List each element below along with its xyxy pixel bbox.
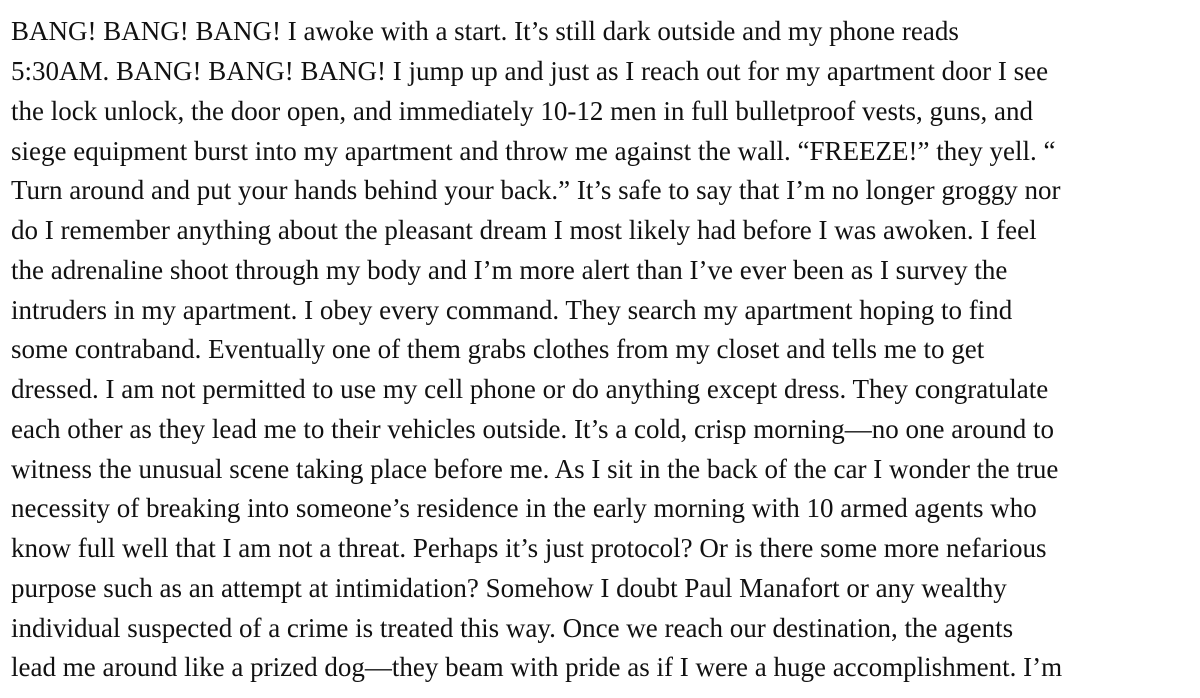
text-line-2: 5:30AM. BANG! BANG! BANG! I jump up and just as I reach out for my apartment door I see [11,56,1049,86]
text-line-15: purpose such as an attempt at intimidation? Somehow I doubt Paul Manafort or any wealthy [11,573,1007,603]
text-line-13: necessity of breaking into someone’s residence in the early morning with 10 armed agents who [11,493,1037,523]
text-line-8: intruders in my apartment. I obey every command. They search my apartment hoping to find [11,295,1013,325]
text-line-5: Turn around and put your hands behind your back.” It’s safe to say that I’m no longer groggy nor [11,175,1061,205]
text-line-14: know full well that I am not a threat. Perhaps it’s just protocol? Or is there some more nefarious [11,533,1047,563]
text-line-6: do I remember anything about the pleasant dream I most likely had before I was awoken. I feel [11,215,1037,245]
text-line-17: lead me around like a prized dog—they beam with pride as if I were a huge accomplishment. I’m [11,652,1063,682]
text-line-12: witness the unusual scene taking place before me. As I sit in the back of the car I wonder the true [11,454,1059,484]
text-line-16: individual suspected of a crime is treated this way. Once we reach our destination, the agents [11,613,1014,643]
text-line-1: BANG! BANG! BANG! I awoke with a start. It’s still dark outside and my phone reads [11,16,959,46]
text-line-11: each other as they lead me to their vehicles outside. It’s a cold, crisp morning—no one around to [11,414,1054,444]
text-line-10: dressed. I am not permitted to use my cell phone or do anything except dress. They congratulate [11,374,1049,404]
text-line-3: the lock unlock, the door open, and immediately 10-12 men in full bulletproof vests, guns, and [11,96,1034,126]
text-line-7: the adrenaline shoot through my body and I’m more alert than I’ve ever been as I survey the [11,255,1008,285]
text-line-4: siege equipment burst into my apartment and throw me against the wall. “FREEZE!” they yell. “ [11,136,1056,166]
text-line-9: some contraband. Eventually one of them grabs clothes from my closet and tells me to get [11,334,985,364]
